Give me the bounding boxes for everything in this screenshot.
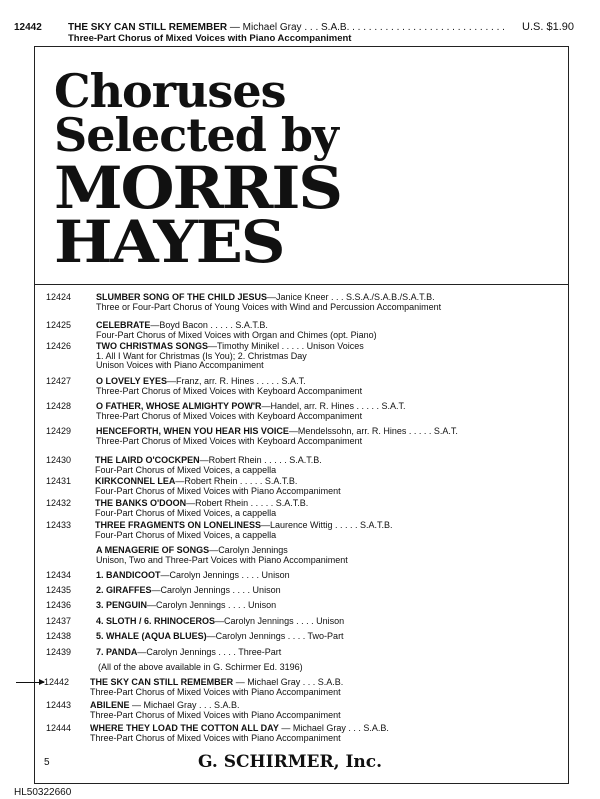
entry-details: —Robert Rhein . . . . . S.A.T.B.	[175, 476, 298, 486]
entry-number: 12442	[44, 677, 70, 687]
entry-number: 12428	[46, 401, 72, 411]
entry-number: 12444	[46, 723, 72, 733]
entry-details: — Michael Gray . . . S.A.B.	[233, 677, 344, 687]
entry-title	[96, 601, 276, 611]
entry-number: 12427	[46, 376, 72, 386]
entry-details: (All of the above available in G. Schirmer Ed. 3196)	[98, 662, 303, 672]
entry-details: —Robert Rhein . . . . . S.A.T.B.	[199, 455, 322, 465]
entry-description: Four-Part Chorus of Mixed Voices, a cappella	[95, 507, 277, 518]
entry-description: Three-Part Chorus of Mixed Voices with Piano Accompaniment	[90, 709, 341, 720]
entry-details: —Laurence Wittig . . . . . S.A.T.B.	[261, 520, 393, 530]
entry-title-text: WHERE THEY LOAD THE COTTON ALL DAY	[90, 723, 279, 733]
entry-title-text: 1. BANDICOOT	[96, 570, 161, 580]
top-listing-price: U.S. $1.90	[522, 21, 574, 33]
entry-details: —Handel, arr. R. Hines . . . . . S.A.T.	[261, 401, 406, 411]
entry-description: Three-Part Chorus of Mixed Voices with Keyboard Accompaniment	[96, 435, 363, 446]
entry-details: —Carolyn Jennings . . . . Unison	[151, 585, 281, 595]
entry-number: 12434	[46, 570, 72, 580]
entry-details: —Carolyn Jennings . . . . Two-Part	[206, 631, 344, 641]
entry-number: 12433	[46, 520, 72, 530]
entry-description: 1. All I Want for Christmas (Is You); 2. Christmas Day	[96, 350, 307, 361]
entry-title-text: ABILENE	[90, 700, 130, 710]
entry-number: 12435	[46, 585, 72, 595]
entry-description: Unison, Two and Three-Part Voices with Piano Accompaniment	[96, 554, 348, 565]
entry-title-text: KIRKCONNEL LEA	[95, 476, 176, 486]
entry-details: —Boyd Bacon . . . . . S.A.T.B.	[150, 320, 268, 330]
entry-title	[96, 632, 344, 642]
entry-description: Three-Part Chorus of Mixed Voices with Piano Accompaniment	[90, 686, 341, 697]
entry-title-text: THE BANKS O'DOON	[95, 498, 187, 508]
entry-number: 12431	[46, 476, 72, 486]
entry-title	[96, 648, 281, 658]
top-listing-number: 12442	[14, 22, 42, 33]
heading-line-2: Selected by	[54, 108, 338, 162]
entry-number: 12424	[46, 292, 72, 302]
entry-details: —Carolyn Jennings . . . . Unison	[215, 616, 345, 626]
heading-divider	[34, 284, 569, 285]
entry-description: Three-Part Chorus of Mixed Voices with Keyboard Accompaniment	[96, 385, 363, 396]
entry-description: Three-Part Chorus of Mixed Voices with Piano Accompaniment	[90, 732, 341, 743]
entry-number: 12425	[46, 320, 72, 330]
entry-title-text: THE LAIRD O'COCKPEN	[95, 455, 200, 465]
entry-description: Three or Four-Part Chorus of Young Voices with Wind and Percussion Accompaniment	[96, 301, 442, 312]
entry-number: 12432	[46, 498, 72, 508]
entry-details: —Mendelssohn, arr. R. Hines . . . . . S.A.T.	[288, 426, 458, 436]
entry-details: —Carolyn Jennings . . . . Unison	[160, 570, 290, 580]
entry-title	[96, 586, 281, 596]
top-listing-subtitle: Three-Part Chorus of Mixed Voices with Piano Accompaniment	[68, 33, 352, 44]
heading-line-4: HAYES	[54, 208, 284, 276]
entry-title-text: 5. WHALE (AQUA BLUES)	[96, 631, 207, 641]
top-listing-title: THE SKY CAN STILL REMEMBER — Michael Gray . . . S.A.B. . . . . . . . . . . . . . . . . . . . . . . . . . . . .	[68, 22, 505, 33]
entry-description: Four-Part Chorus of Mixed Voices with Piano Accompaniment	[95, 485, 341, 496]
entry-title-text: HENCEFORTH, WHEN YOU HEAR HIS VOICE	[96, 426, 289, 436]
entry-title-text: SLUMBER SONG OF THE CHILD JESUS	[96, 292, 268, 302]
entry-title-text: CELEBRATE	[96, 320, 151, 330]
entry-details: —Franz, arr. R. Hines . . . . . S.A.T.	[167, 376, 306, 386]
entry-title-text: THREE FRAGMENTS ON LONELINESS	[95, 520, 262, 530]
entry-title	[96, 617, 344, 627]
entry-description: Unison Voices with Piano Accompaniment	[96, 360, 264, 370]
entry-title-text: A MENAGERIE OF SONGS	[96, 545, 210, 555]
entry-details: —Robert Rhein . . . . . S.A.T.B.	[186, 498, 309, 508]
entry-description: Four-Part Chorus of Mixed Voices with Organ and Chimes (opt. Piano)	[96, 329, 377, 340]
entry-description: Four-Part Chorus of Mixed Voices, a cappella	[95, 529, 277, 540]
entry-title-text: TWO CHRISTMAS SONGS	[96, 341, 208, 351]
entry-number: 12438	[46, 631, 72, 641]
entry-number: 12443	[46, 700, 72, 710]
entry-title-text: 7. PANDA	[96, 647, 138, 657]
arrow-icon	[16, 682, 44, 683]
heading-line-3: MORRIS	[54, 154, 341, 222]
entry-title-text: O FATHER, WHOSE ALMIGHTY POW'R	[96, 401, 262, 411]
entry-title-text: 2. GIRAFFES	[96, 585, 152, 595]
entry-description: Four-Part Chorus of Mixed Voices, a cappella	[95, 464, 277, 475]
entry-description: Three-Part Chorus of Mixed Voices with Keyboard Accompaniment	[96, 410, 363, 421]
entry-number: 12437	[46, 616, 72, 626]
entry-title-text: O LOVELY EYES	[96, 376, 168, 386]
entry-number: 12439	[46, 647, 72, 657]
page-number: 5	[44, 757, 50, 768]
entry-title-text: 3. PENGUIN	[96, 600, 148, 610]
entry-number: 12436	[46, 600, 72, 610]
entry-number: 12430	[46, 455, 72, 465]
entry-details: —Carolyn Jennings . . . . Three-Part	[137, 647, 282, 657]
entry-details: — Michael Gray . . . S.A.B.	[129, 700, 240, 710]
entry-title	[96, 571, 290, 581]
entry-details: —Carolyn Jennings	[209, 545, 288, 555]
entry-title-text: THE SKY CAN STILL REMEMBER	[90, 677, 234, 687]
entry-title	[98, 663, 303, 673]
entry-title-text: 4. SLOTH / 6. RHINOCEROS	[96, 616, 216, 626]
publisher-name: G. SCHIRMER, Inc.	[198, 752, 383, 772]
entry-details: —Janice Kneer . . . S.S.A./S.A.B./S.A.T.B.	[267, 292, 435, 302]
heading-line-1: Choruses	[54, 64, 286, 118]
entry-details: — Michael Gray . . . S.A.B.	[278, 723, 389, 733]
entry-details: —Timothy Minikel . . . . . Unison Voices	[208, 341, 364, 351]
entry-details: —Carolyn Jennings . . . . Unison	[147, 600, 277, 610]
catalog-code: HL50322660	[14, 787, 72, 798]
entry-number: 12429	[46, 426, 72, 436]
entry-number: 12426	[46, 341, 72, 351]
